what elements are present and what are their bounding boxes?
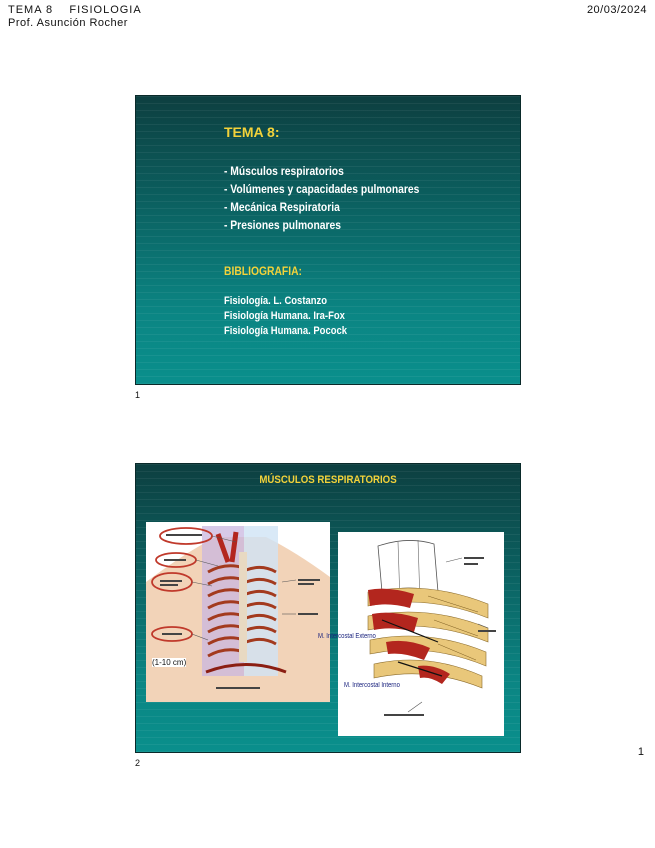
slide-2-number: 2 [135,758,141,768]
topic-item: - Mecánica Respiratoria [224,200,340,214]
topic-item: - Presiones pulmonares [224,218,342,232]
intercostal-muscles-image [318,532,504,736]
header-date: 20/03/2024 [586,4,647,16]
slide-1 [135,95,521,385]
external-intercostal-label: M. Intercostal Externo [318,633,376,640]
thorax-illustration [146,522,330,702]
slide-1-title: TEMA 8: [224,124,280,140]
thorax-diagram-image [146,522,330,702]
bibliography-list [224,294,347,339]
slide-2-title: MÚSCULOS RESPIRATORIOS [259,474,397,486]
topic-item: - Volúmenes y capacidades pulmonares [224,182,420,196]
topic-item: - Músculos respiratorios [224,164,344,178]
header-author: Prof. Asunción Rocher [8,17,128,29]
bibliography-item: Fisiología Humana. Ira-Fox [224,310,345,322]
diaphragm-depth-label: (1-10 cm) [152,658,187,667]
document-header [8,4,142,30]
slide-1-number: 1 [135,390,141,400]
page-number: 1 [637,746,644,758]
bibliography-item: Fisiología Humana. Pocock [224,325,348,337]
slide-2 [135,463,521,753]
slide-1-topic-list [224,162,419,234]
header-topic: TEMA 8 FISIOLOGIA [8,4,142,16]
internal-intercostal-label: M. Intercostal Interno [344,682,400,689]
bibliography-item: Fisiología. L. Costanzo [224,295,328,307]
bibliography-title: BIBLIOGRAFIA: [224,264,302,278]
